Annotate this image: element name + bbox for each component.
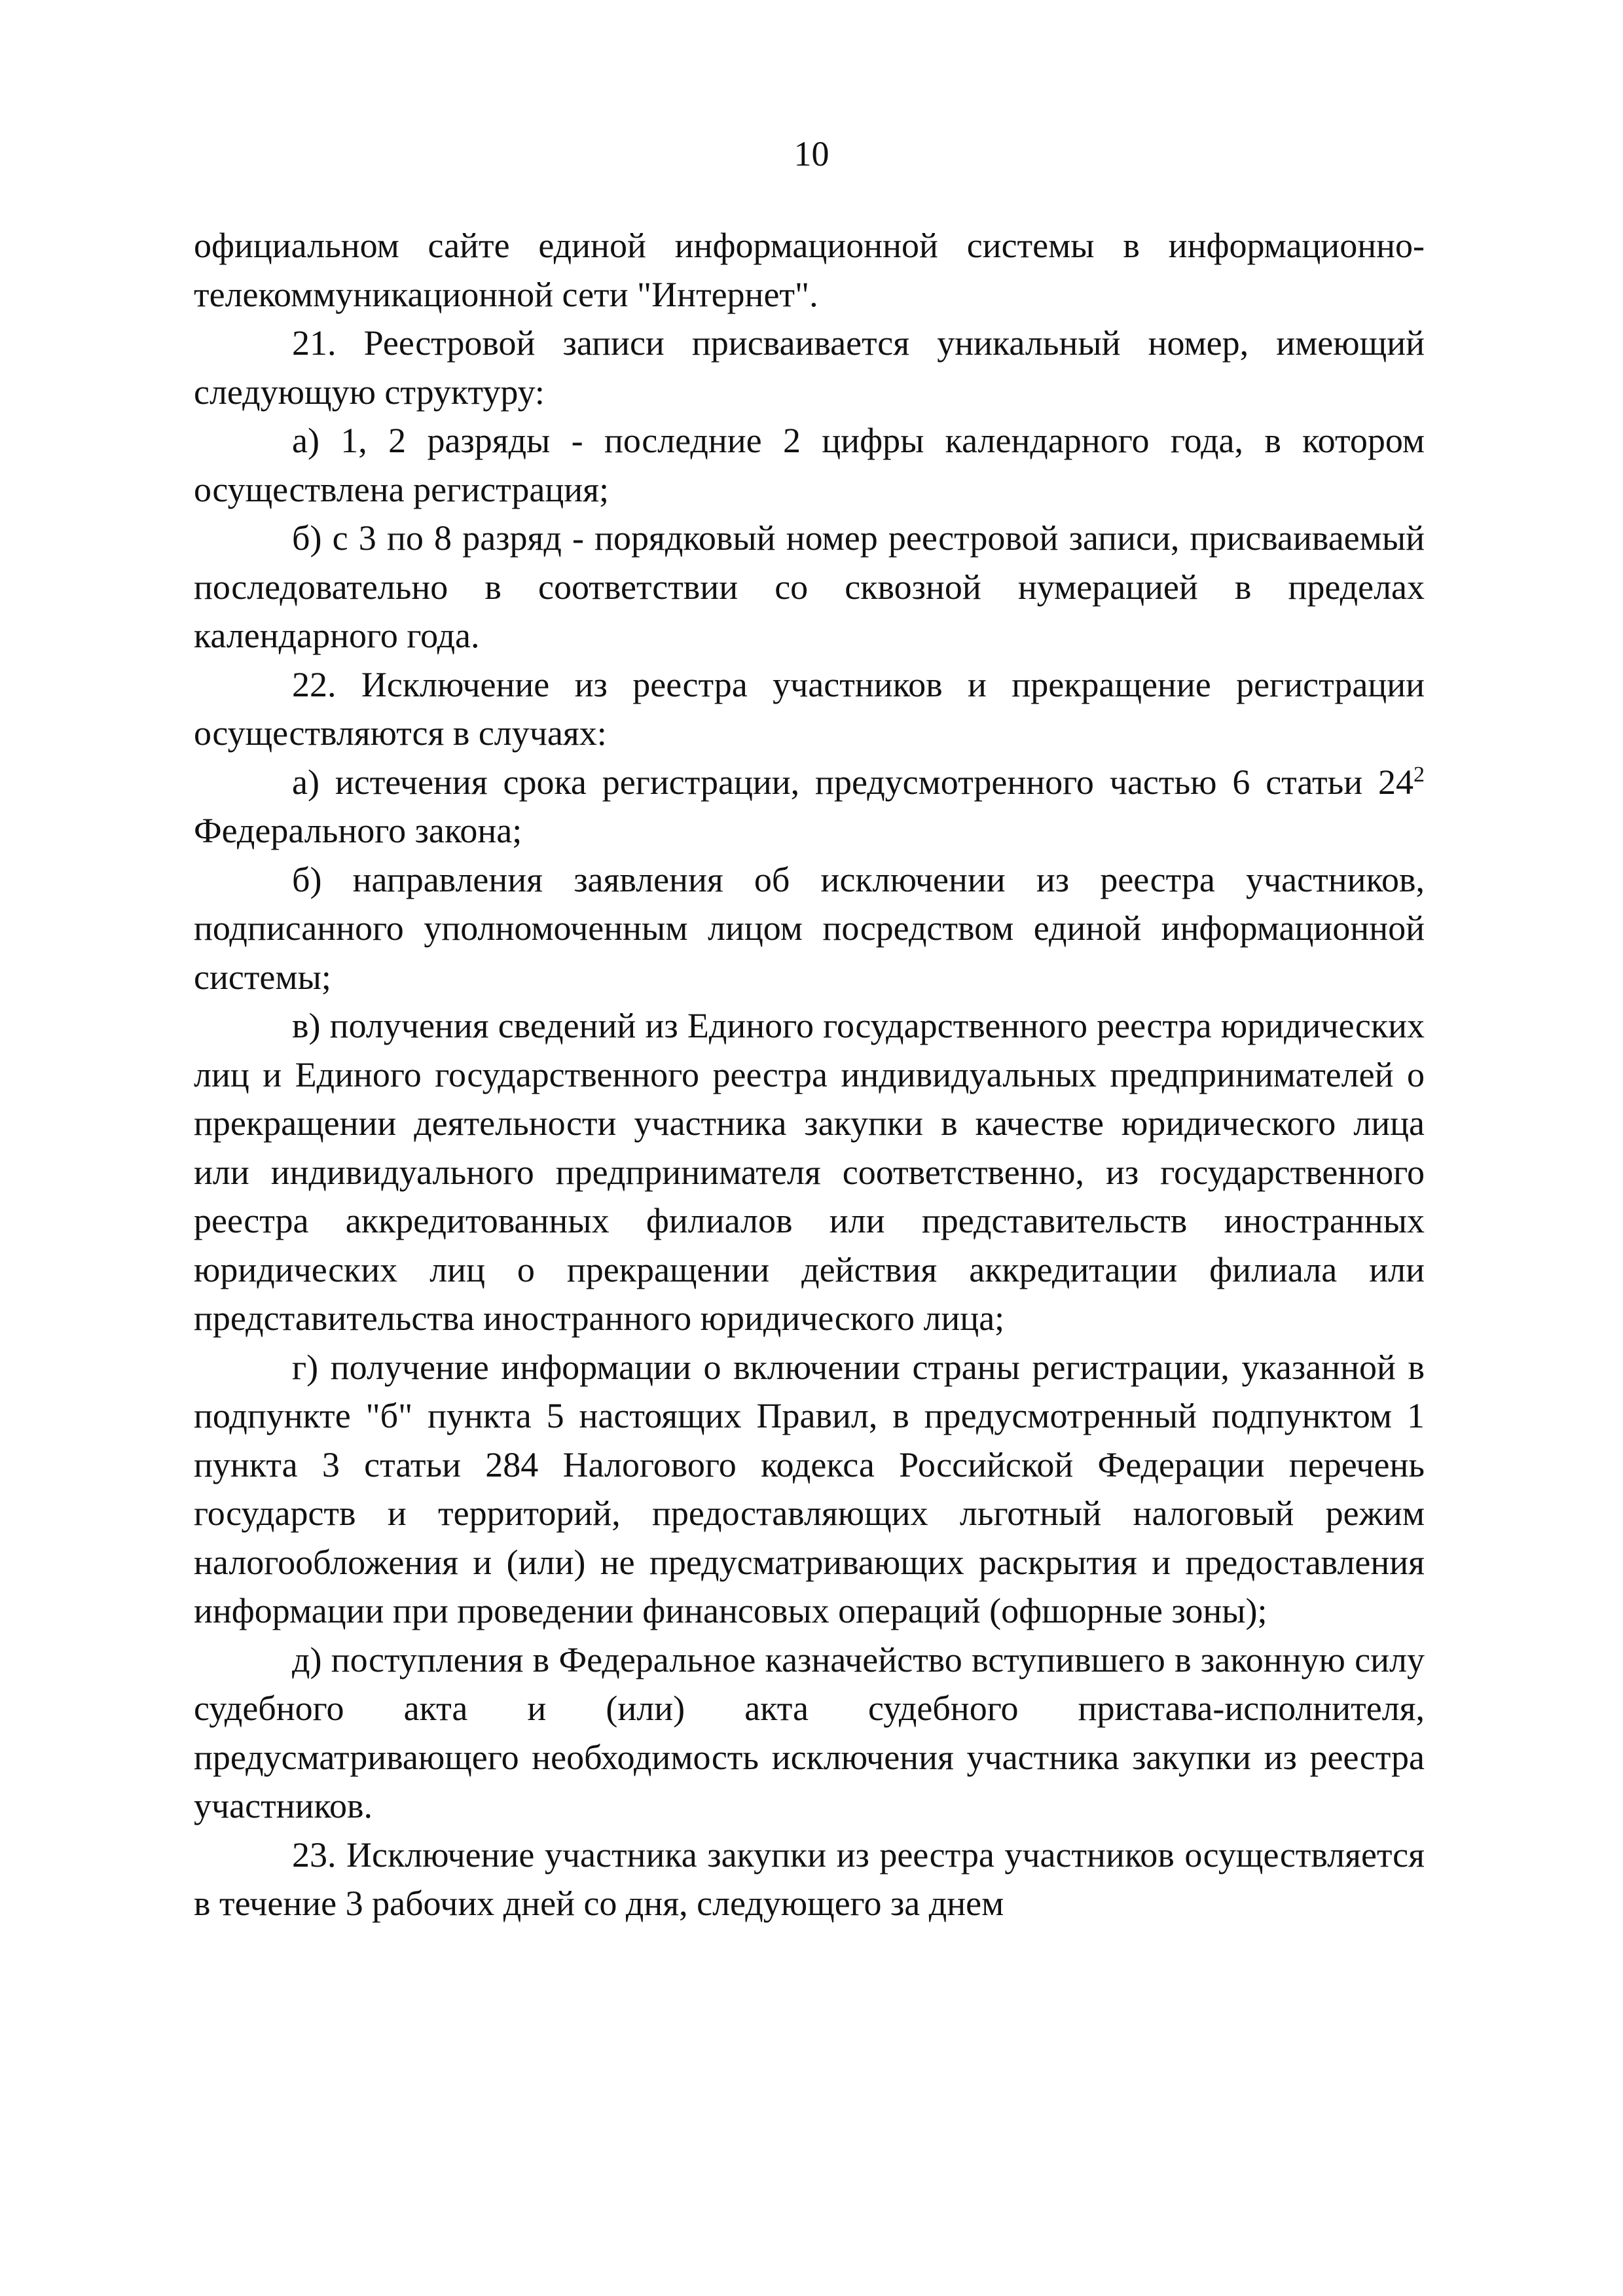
document-body — [194, 221, 1425, 1928]
paragraph-item-21: 21. Реестровой записи присваивается уникальный номер, имеющий следующую структуру: — [194, 323, 1425, 412]
paragraph-item-21-a: а) 1, 2 разряды - последние 2 цифры календарного года, в котором осуществлена регистрация; — [194, 421, 1425, 509]
page-number: 10 — [793, 134, 830, 173]
paragraph-continuation: официальном сайте единой информационной системы в информационно-телекоммуникационной сети "Интернет". — [194, 226, 1425, 314]
paragraph-item-22-g: г) получение информации о включении страны регистрации, указанной в подпункте "б" пункта 5 настоящих Правил, в предусмотренный подпунктом 1 пункта 3 статьи 284 Налогового кодекса Российской Федерации перечень государств и территорий, предоставляющих льготный налоговый режим налогообложения и (или) не предусматривающих раскрытия и предоставления информации при проведении финансовых операций (офшорные зоны); — [194, 1347, 1425, 1630]
paragraph-item-22-b: б) направления заявления об исключении из реестра участников, подписанного уполномоченным лицом посредством единой информационной системы; — [194, 859, 1425, 997]
paragraph-item-22-a-text-end: Федерального закона; — [194, 811, 522, 850]
paragraph-item-23: 23. Исключение участника закупки из реестра участников осуществляется в течение 3 рабочих дней со дня, следующего за днем — [194, 1835, 1425, 1923]
paragraph-item-22-a — [194, 758, 1425, 855]
paragraph-item-22-a-text: а) истечения срока регистрации, предусмотренного частью 6 статьи 24 — [292, 762, 1413, 802]
paragraph-item-22-v: в) получения сведений из Единого государственного реестра юридических лиц и Единого государственного реестра индивидуальных предпринимателей о прекращении деятельности участника закупки в качестве юридического лица или индивидуального предпринимателя соответственно, из государственного реестра аккредитованных филиалов или представительств иностранных юридических лиц о прекращении действия аккредитации филиала или представительства иностранного юридического лица; — [194, 1006, 1425, 1338]
paragraph-item-22: 22. Исключение из реестра участников и прекращение регистрации осуществляются в случаях: — [194, 664, 1425, 753]
paragraph-item-22-d: д) поступления в Федеральное казначейство вступившего в законную силу судебного акта и (или) акта судебного пристава-исполнителя, предусматривающего необходимость исключения участника закупки из реестра участников. — [194, 1640, 1425, 1825]
superscript: 2 — [1413, 762, 1425, 787]
paragraph-item-21-b: б) с 3 по 8 разряд - порядковый номер реестровой записи, присваиваемый последовательно в соответствии со сквозной нумерацией в пределах календарного года. — [194, 518, 1425, 655]
